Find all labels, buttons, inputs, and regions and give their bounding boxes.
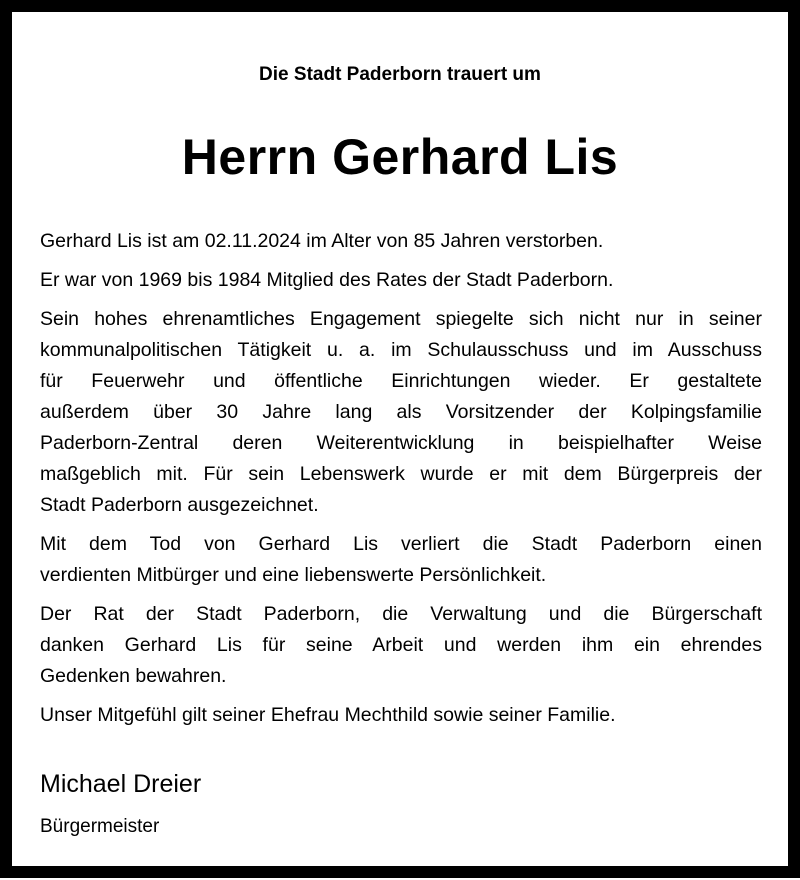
intro-line: Die Stadt Paderborn trauert um [259,64,541,85]
paragraph [40,226,762,257]
text-line: Sein hohes ehrenamtliches Engagement spiegelte sich nicht nur in seiner [40,308,762,330]
text-line: Gerhard Lis ist am 02.11.2024 im Alter von 85 Jahren verstorben. [40,230,604,252]
text-line: für Feuerwehr und öffentliche Einrichtungen wieder. Er gestaltete [40,370,762,392]
text-line: Der Rat der Stadt Paderborn, die Verwaltung und die Bürgerschaft [40,603,762,625]
text-line: außerdem über 30 Jahre lang als Vorsitzender der Kolpingsfamilie [40,401,762,423]
text-line: Stadt Paderborn ausgezeichnet. [40,494,319,516]
paragraph [40,700,762,731]
paragraph [40,304,762,521]
text-line: maßgeblich mit. Für sein Lebenswerk wurde er mit dem Bürgerpreis der [40,463,762,485]
paragraph [40,265,762,296]
paragraph [40,599,762,692]
notice-title: Herrn Gerhard Lis [181,129,619,185]
paragraph [40,529,762,591]
text-line: danken Gerhard Lis für seine Arbeit und werden ihm ein ehrendes [40,634,762,656]
text-line: Unser Mitgefühl gilt seiner Ehefrau Mechthild sowie seiner Familie. [40,704,616,726]
text-line: Gedenken bewahren. [40,665,227,687]
text-line: Mit dem Tod von Gerhard Lis verliert die Stadt Paderborn einen [40,533,762,555]
notice-body [40,226,762,739]
signature-role: Bürgermeister [40,816,160,837]
text-line: kommunalpolitischen Tätigkeit u. a. im Schulausschuss und im Ausschuss [40,339,762,361]
text-line: Paderborn-Zentral deren Weiterentwicklung in beispielhafter Weise [40,432,762,454]
text-line: verdienten Mitbürger und eine liebenswerte Persönlichkeit. [40,564,547,586]
text-line: Er war von 1969 bis 1984 Mitglied des Rates der Stadt Paderborn. [40,269,614,291]
signature-name: Michael Dreier [40,770,202,798]
